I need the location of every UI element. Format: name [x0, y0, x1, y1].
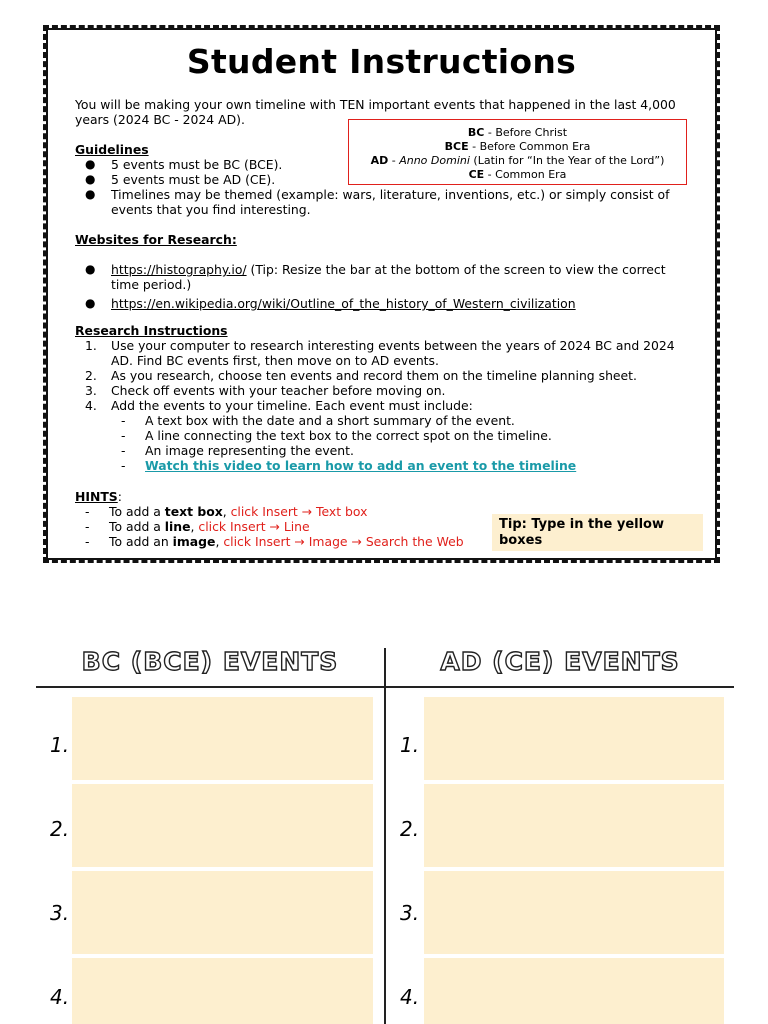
list-item: 2. As you research, choose ten events and record them on the timeline planning sheet. — [85, 368, 637, 383]
video-link[interactable]: Watch this video to learn how to add an event to the timeline — [145, 458, 577, 473]
ad-row-number-3: 3. — [400, 901, 420, 925]
list-item: - To add an image, click Insert → Image → Search the Web — [85, 534, 485, 549]
list-item: - A text box with the date and a short summary of the event. — [121, 413, 681, 428]
bc-row-number-1: 1. — [50, 733, 70, 757]
wikipedia-link[interactable]: https://en.wikipedia.org/wiki/Outline_of_the_history_of_Western_civilization — [111, 296, 576, 311]
histography-link[interactable]: https://histography.io/ — [111, 262, 247, 277]
page-title: Student Instructions — [186, 42, 577, 81]
ad-events-heading: AD (CE) EVENTS — [440, 647, 680, 676]
bc-events-heading: BC (BCE) EVENTS — [81, 647, 339, 676]
bc-row-number-3: 3. — [50, 901, 70, 925]
bc-row-number-4: 4. — [50, 985, 70, 1009]
list-item: - An image representing the event. — [121, 443, 681, 458]
event-requirements — [121, 413, 681, 473]
definition-ad: AD - Anno Domini (Latin for “In the Year of the Lord”) — [370, 154, 665, 167]
ad-event-input-2[interactable] — [424, 784, 724, 867]
guidelines-heading: Guidelines — [75, 142, 149, 157]
list-item: ● https://histography.io/ (Tip: Resize the bar at the bottom of the screen to view the correct time period.) — [85, 262, 685, 292]
ad-event-input-4[interactable] — [424, 958, 724, 1024]
list-item — [85, 296, 685, 311]
intro-text: You will be making your own timeline with TEN important events that happened in the last 4,000 years (2024 BC - 2024 AD). — [75, 97, 676, 127]
list-item: - To add a text box, click Insert → Text box — [85, 504, 485, 519]
bc-event-input-3[interactable] — [72, 871, 373, 954]
list-item: 1. Use your computer to research interesting events between the years of 2024 BC and 2024 AD. Find BC events first, then move on to AD events. — [85, 338, 675, 368]
list-item: - To add a line, click Insert → Line — [85, 519, 485, 534]
list-item: ● Timelines may be themed (example: wars, literature, inventions, etc.) or simply consist of events that you find interesting. — [85, 187, 685, 217]
definition-bce: BCE - Before Common Era — [444, 140, 591, 153]
ad-row-number-2: 2. — [400, 817, 420, 841]
hints-heading: HINTS: — [75, 489, 122, 504]
list-item: 4. Add the events to your timeline. Each event must include: — [85, 398, 473, 413]
websites-heading: Websites for Research: — [75, 232, 237, 247]
ad-event-input-3[interactable] — [424, 871, 724, 954]
research-heading: Research Instructions — [75, 323, 228, 338]
definition-bc: BC - Before Christ — [467, 126, 568, 139]
ad-event-input-1[interactable] — [424, 697, 724, 780]
guidelines-list — [85, 157, 685, 217]
list-item: ● 5 events must be BC (BCE). — [85, 157, 685, 172]
list-item — [121, 458, 681, 473]
ad-row-number-1: 1. — [400, 733, 420, 757]
list-item: 3. Check off events with your teacher before moving on. — [85, 383, 446, 398]
tip-box: Tip: Type in the yellow boxes — [492, 514, 703, 551]
websites-list — [85, 262, 685, 311]
bc-event-input-1[interactable] — [72, 697, 373, 780]
hints-list — [85, 504, 485, 549]
column-divider — [384, 648, 386, 1024]
list-item: ● 5 events must be AD (CE). — [85, 172, 685, 187]
ad-row-number-4: 4. — [400, 985, 420, 1009]
bc-event-input-2[interactable] — [72, 784, 373, 867]
bc-row-number-2: 2. — [50, 817, 70, 841]
research-steps — [85, 338, 695, 413]
definition-ce: CE - Common Era — [468, 168, 567, 181]
list-item: - A line connecting the text box to the correct spot on the timeline. — [121, 428, 681, 443]
bc-event-input-4[interactable] — [72, 958, 373, 1024]
instructions-card — [43, 25, 720, 563]
